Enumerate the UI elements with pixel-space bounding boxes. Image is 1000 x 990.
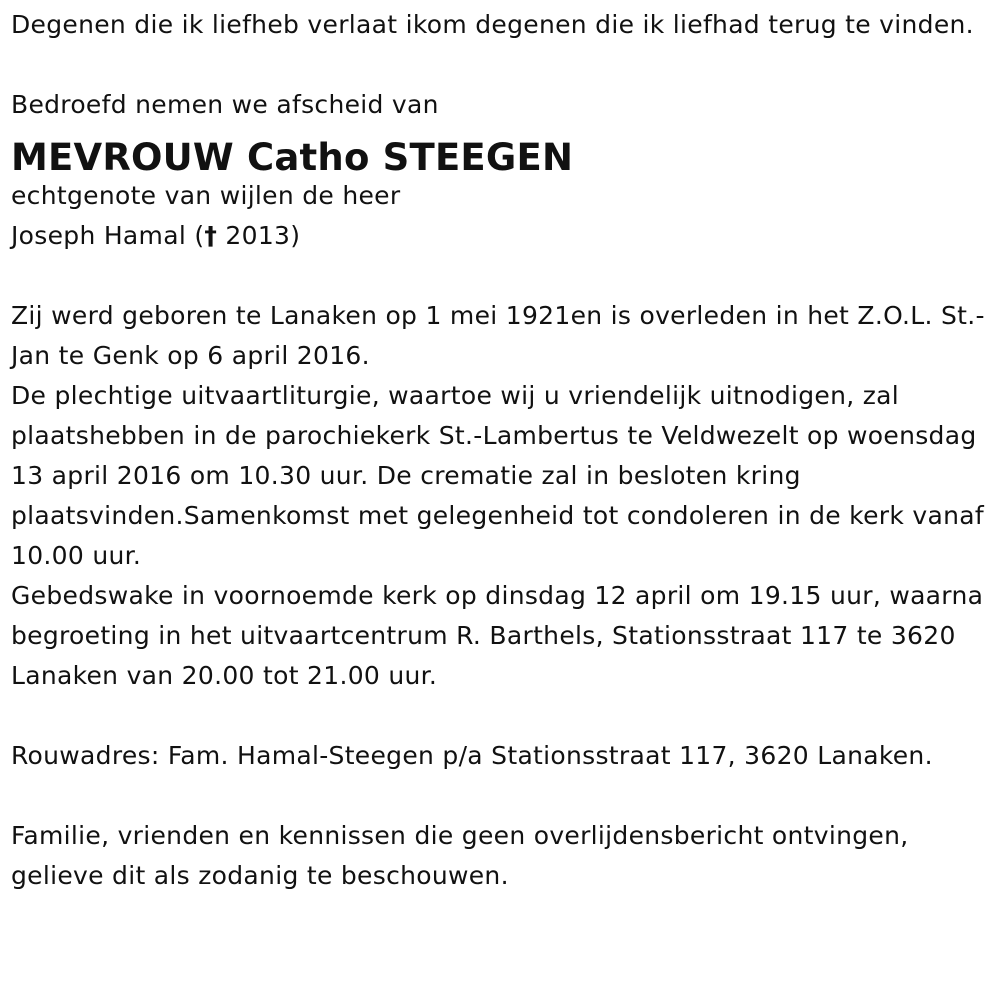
cross-icon: † <box>204 221 218 250</box>
closing-paragraph: Familie, vrienden en kennissen die geen overlijdensbericht ontvingen, gelieve dit als zodanig te beschouwen. <box>11 821 909 890</box>
deceased-name: MEVROUW Catho STEEGEN <box>11 136 574 179</box>
spacer <box>11 696 996 736</box>
spacer <box>11 45 996 85</box>
obituary-notice <box>11 5 996 896</box>
spacer <box>11 776 996 816</box>
spouse-name: Joseph Hamal ( <box>11 221 205 250</box>
opening-quote: Degenen die ik liefheb verlaat ikom degenen die ik liefhad terug te vinden. <box>11 10 974 39</box>
birth-death-paragraph: Zij werd geboren te Lanaken op 1 mei 1921en is overleden in het Z.O.L. St.-Jan te Genk op 6 april 2016. <box>11 301 985 370</box>
intro-line: Bedroefd nemen we afscheid van <box>11 90 439 119</box>
wake-paragraph: Gebedswake in voornoemde kerk op dinsdag 12 april om 19.15 uur, waarna begroeting in het uitvaartcentrum R. Barthels, Stationsstraat 117 te 3620 Lanaken van 20.00 tot 21.00 uur. <box>11 581 984 690</box>
spouse-name-line <box>11 216 996 256</box>
funeral-paragraph: De plechtige uitvaartliturgie, waartoe wij u vriendelijk uitnodigen, zal plaatshebben in de parochiekerk St.-Lambertus te Veldwezelt op woensdag 13 april 2016 om 10.30 uur. De crematie zal in besloten kring plaatsvinden.Samenkomst met gelegenheid tot condoleren in de kerk vanaf 10.00 uur. <box>11 381 984 570</box>
spacer <box>11 256 996 296</box>
mourning-address: Rouwadres: Fam. Hamal-Steegen p/a Stationsstraat 117, 3620 Lanaken. <box>11 741 933 770</box>
spouse-death-year: 2013) <box>217 221 301 250</box>
spouse-line: echtgenote van wijlen de heer <box>11 181 401 210</box>
